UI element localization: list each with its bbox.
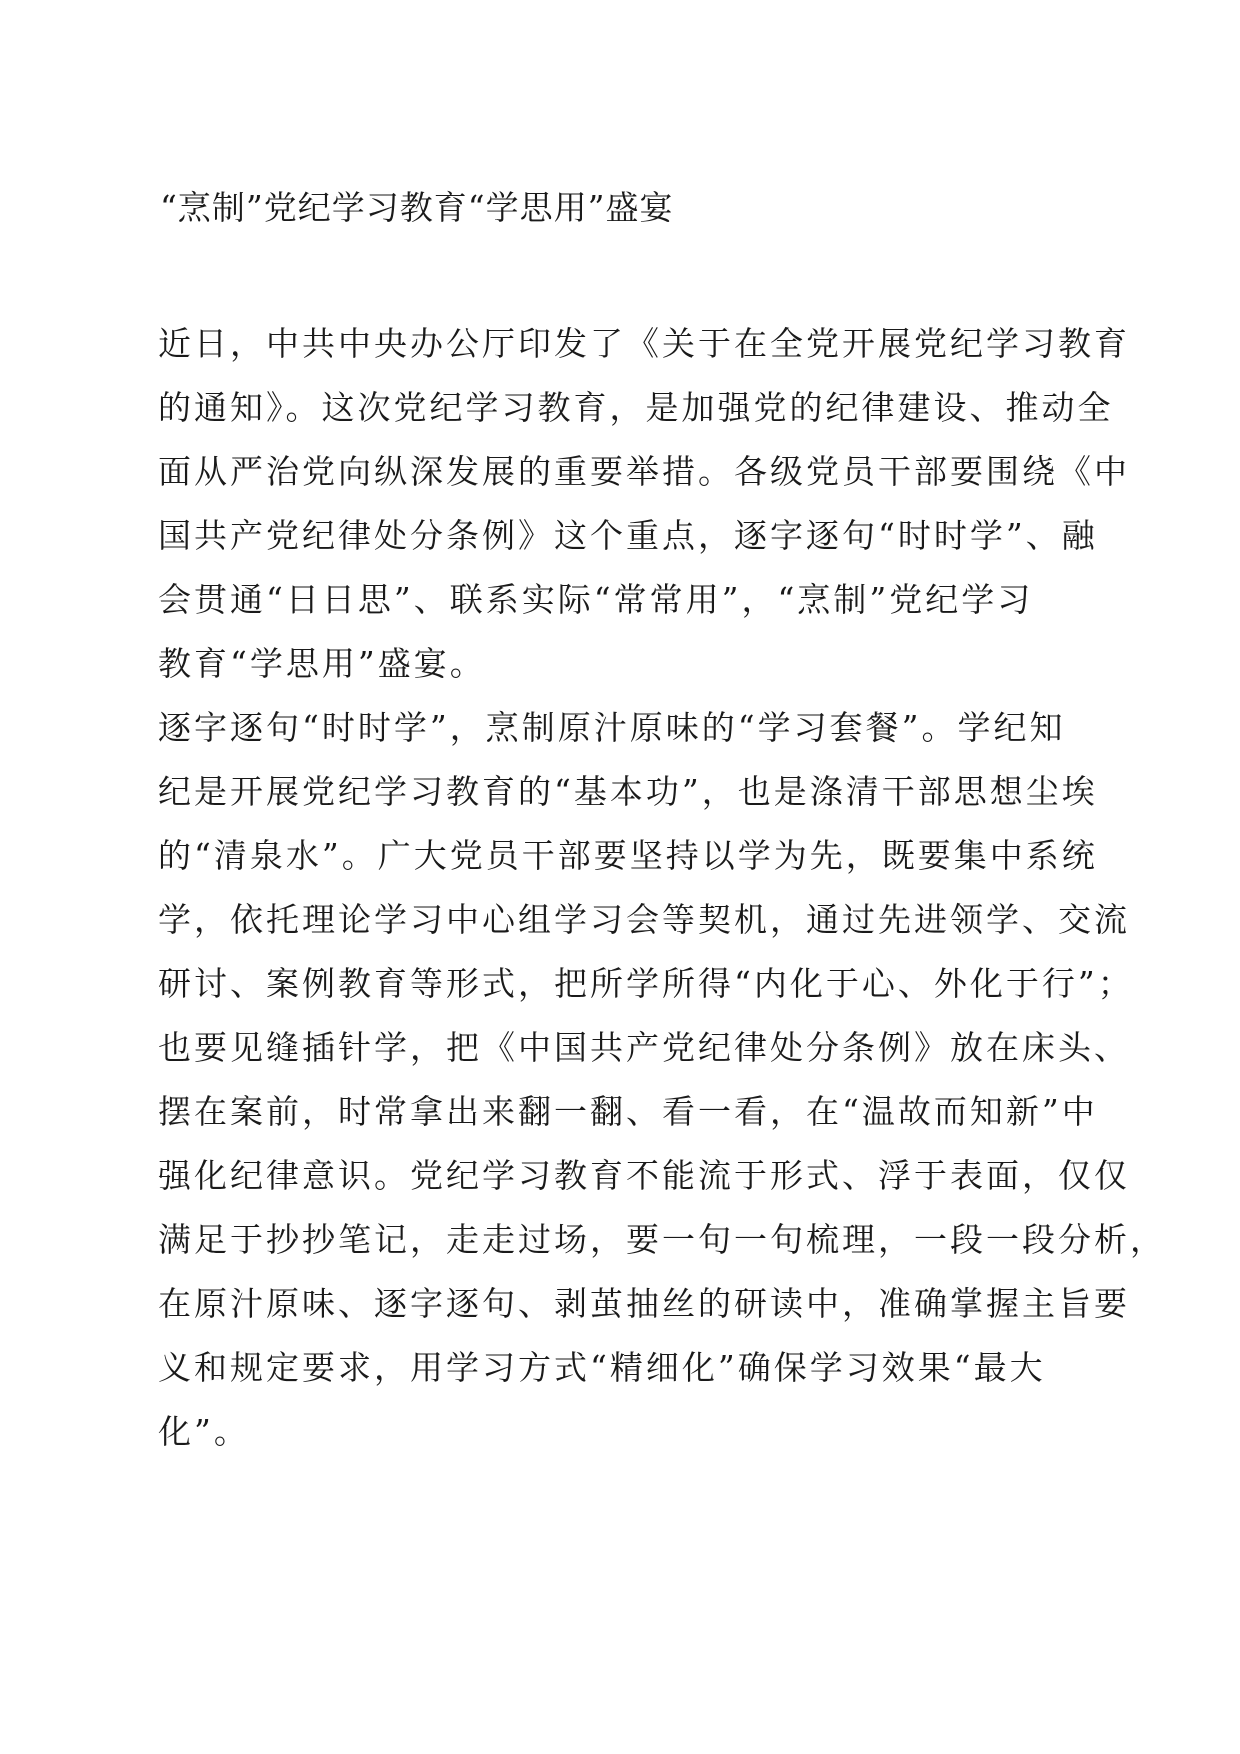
body-line: 强化纪律意识。党纪学习教育不能流于形式、浮于表面，仅仅 [158,1156,1130,1195]
body-line: 国共产党纪律处分条例》这个重点，逐字逐句“时时学”、融 [158,516,1098,555]
body-line: 满足于抄抄笔记，走走过场，要一句一句梳理，一段一段分析， [158,1220,1166,1259]
body-line: 教育“学思用”盛宴。 [158,644,486,683]
body-line: 在原汁原味、逐字逐句、剥茧抽丝的研读中，准确掌握主旨要 [158,1284,1130,1323]
body-line: 学，依托理论学习中心组学习会等契机，通过先进领学、交流 [158,900,1130,939]
body-line: 近日，中共中央办公厅印发了《关于在全党开展党纪学习教育 [158,324,1130,363]
body-line: 也要见缝插针学，把《中国共产党纪律处分条例》放在床头、 [158,1028,1130,1067]
body-line: 的通知》。这次党纪学习教育，是加强党的纪律建设、推动全 [158,388,1114,427]
body-line: 的“清泉水”。广大党员干部要坚持以学为先，既要集中系统 [158,836,1098,875]
body-line: 逐字逐句“时时学”，烹制原汁原味的“学习套餐”。学纪知 [158,708,1066,747]
body-line: 研讨、案例教育等形式，把所学所得“内化于心、外化于行”； [158,964,1134,1003]
body-line: 化”。 [158,1412,250,1451]
body-line: 摆在案前，时常拿出来翻一翻、看一看，在“温故而知新”中 [158,1092,1098,1131]
body-line: 面从严治党向纵深发展的重要举措。各级党员干部要围绕《中 [158,452,1130,491]
body-line: 义和规定要求，用学习方式“精细化”确保学习效果“最大 [158,1348,1046,1387]
document-body [158,312,1166,1464]
body-line: 会贯通“日日思”、联系实际“常常用”，“烹制”党纪学习 [158,580,1034,619]
document-title: “烹制”党纪学习教育“学思用”盛宴 [160,188,674,227]
body-line: 纪是开展党纪学习教育的“基本功”，也是涤清干部思想尘埃 [158,772,1098,811]
